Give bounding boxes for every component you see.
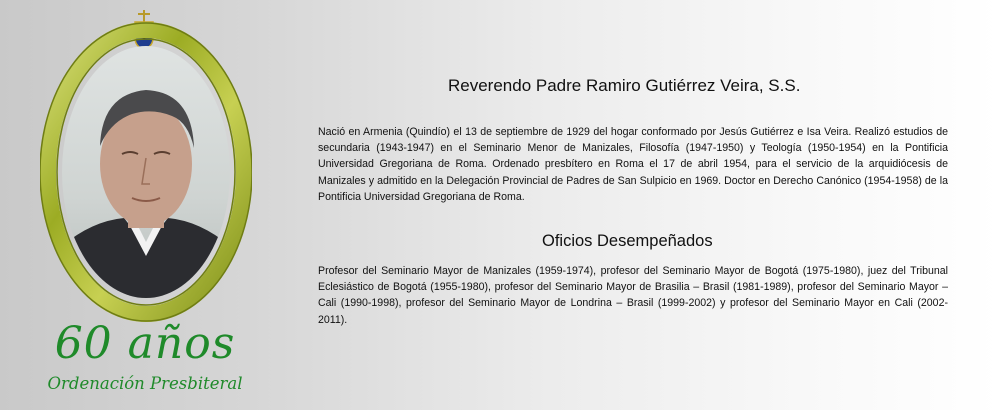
anniversary-title: 60 años <box>54 318 236 369</box>
section-title-offices: Oficios Desempeñados <box>542 232 713 250</box>
anniversary-subtitle: Ordenación Presbiteral <box>47 374 243 393</box>
portrait-area <box>0 0 300 410</box>
page-title: Reverendo Padre Ramiro Gutiérrez Veira, S.S. <box>448 76 801 95</box>
biography-text: Nació en Armenia (Quindío) el 13 de septiembre de 1929 del hogar conformado por Jesús Gutiérrez e Isa Veira. Realizó estudios de secundaria (1943-1947) en el Seminario Menor de Manizales, Filosofía (1947-1950) y Teología (1950-1954) en la Pontificia Universidad Gregoriana de Roma. Ordenado presbítero en Roma el 17 de abril 1954, para el servicio de la arquidiócesis de Manizales y admitido en la Delegación Provincial de Padres de San Sulpicio en 1969. Doctor en Derecho Canónico (1954-1958) de la Pontificia Universidad Gregoriana de Roma. <box>318 126 948 203</box>
priest-portrait-image <box>62 46 230 298</box>
portrait-photo <box>62 46 230 298</box>
offices-text: Profesor del Seminario Mayor de Manizales (1959-1974), profesor del Seminario Mayor de Bogotá (1975-1980), juez del Tribunal Eclesiástico de Bogotá (1955-1980), profesor del Seminario Mayor de Brasilia – Brasil (1981-1989), profesor del Seminario Mayor – Cali (1990-1998), profesor del Seminario Mayor de Londrina – Brasil (1999-2002) y profesor del Seminario Mayor en Cali (2002-2011). <box>318 265 948 326</box>
